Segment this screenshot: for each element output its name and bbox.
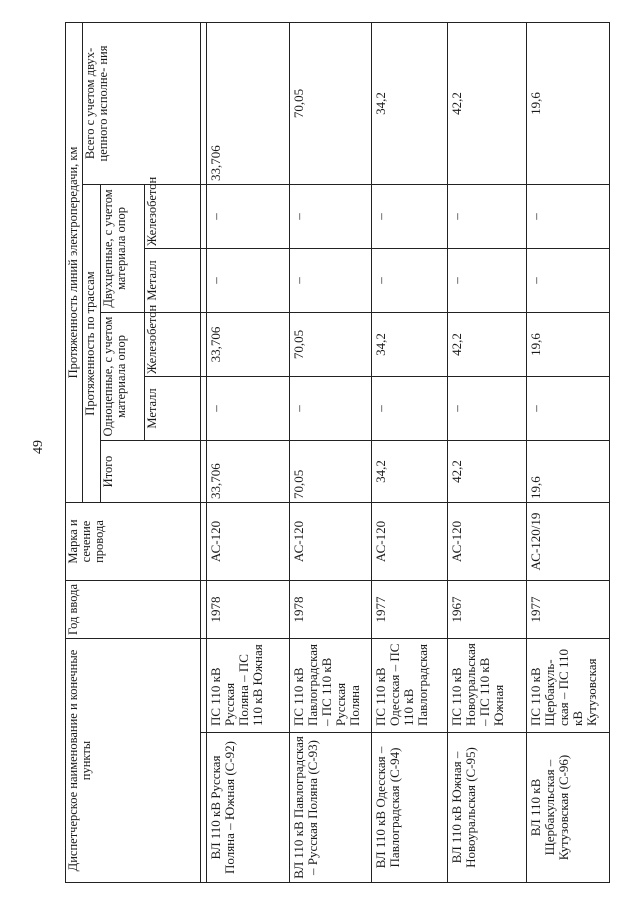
single-metal-cell: –	[206, 377, 289, 441]
double-concrete-cell: –	[371, 185, 447, 249]
header-row-1	[66, 22, 83, 882]
wire-cell: АС-120	[371, 503, 447, 581]
table-row	[526, 22, 609, 882]
double-metal-cell: –	[448, 249, 527, 313]
double-concrete-cell: –	[448, 185, 527, 249]
single-metal-cell: –	[289, 377, 371, 441]
table-row	[206, 22, 289, 882]
total-cell: 70,05	[289, 441, 371, 503]
line-endpoints: ПС 110 кВ Павлоградская – ПС 110 кВ Русская Поляна	[289, 639, 371, 733]
header-double-total: Всего с учетом двух- цепного исполне- ния	[83, 22, 201, 184]
table-row	[448, 22, 527, 882]
header-length: Протяженность линий электропередачи, км	[66, 22, 83, 502]
double-total-cell: 70,05	[289, 22, 371, 184]
power-lines-table	[65, 22, 610, 883]
total-cell: 19,6	[526, 441, 609, 503]
double-concrete-cell: –	[206, 185, 289, 249]
double-concrete-cell: –	[526, 185, 609, 249]
wire-cell: АС-120	[289, 503, 371, 581]
double-total-cell: 33,706	[206, 22, 289, 184]
line-endpoints: ПС 110 кВ Щербакуль- ская – ПС 110 кВ Кутузовская	[526, 639, 609, 733]
header-name: Диспетчерское наименование и конечные пункты	[66, 639, 201, 883]
line-endpoints: ПС 110 кВ Русская Поляна – ПС 110 кВ Южная	[206, 639, 289, 733]
single-concrete-cell: 42,2	[448, 313, 527, 377]
header-wire: Марка и сечение провода	[66, 503, 201, 581]
line-name: ВЛ 110 кВ Одесская – Павлоградская (С-94)	[371, 733, 447, 883]
total-cell: 42,2	[448, 441, 527, 503]
line-name: ВЛ 110 кВ Южная – Новоуральская (С-95)	[448, 733, 527, 883]
table-row	[371, 22, 447, 882]
single-metal-cell: –	[526, 377, 609, 441]
single-concrete-cell: 70,05	[289, 313, 371, 377]
header-total: Итого	[100, 441, 200, 503]
single-metal-cell: –	[371, 377, 447, 441]
double-total-cell: 42,2	[448, 22, 527, 184]
line-endpoints: ПС 110 кВ Одесская – ПС 110 кВ Павлоградская	[371, 639, 447, 733]
table-row	[289, 22, 371, 882]
year-cell: 1977	[526, 581, 609, 639]
double-concrete-cell: –	[289, 185, 371, 249]
total-cell: 34,2	[371, 441, 447, 503]
line-name: ВЛ 110 кВ Павлоградская – Русская Поляна (С-93)	[289, 733, 371, 883]
year-cell: 1978	[206, 581, 289, 639]
double-metal-cell: –	[371, 249, 447, 313]
single-concrete-cell: 19,6	[526, 313, 609, 377]
wire-cell: АС-120	[448, 503, 527, 581]
year-cell: 1978	[289, 581, 371, 639]
double-total-cell: 19,6	[526, 22, 609, 184]
header-single-metal: Металл	[144, 377, 201, 441]
total-cell: 33,706	[206, 441, 289, 503]
header-year: Год ввода	[66, 581, 201, 639]
double-metal-cell: –	[289, 249, 371, 313]
header-by-route: Протяженность по трассам	[83, 185, 100, 503]
year-cell: 1967	[448, 581, 527, 639]
single-concrete-cell: 34,2	[371, 313, 447, 377]
header-single-concrete: Железобетон	[144, 313, 201, 377]
single-metal-cell: –	[448, 377, 527, 441]
line-name: ВЛ 110 кВ Русская Поляна – Южная (С-92)	[206, 733, 289, 883]
year-cell: 1977	[371, 581, 447, 639]
wire-cell: АС-120/19	[526, 503, 609, 581]
single-concrete-cell: 33,706	[206, 313, 289, 377]
header-double-metal: Металл	[144, 249, 201, 313]
header-single: Одноцепные, с учетом материала опор	[100, 313, 144, 441]
double-total-cell: 34,2	[371, 22, 447, 184]
header-double: Двухцепные, с учетом материала опор	[100, 185, 144, 313]
double-metal-cell: –	[526, 249, 609, 313]
line-name: ВЛ 110 кВ Щербакульская – Кутузовская (С-96)	[526, 733, 609, 883]
double-metal-cell: –	[206, 249, 289, 313]
line-endpoints: ПС 110 кВ Новоуральская – ПС 110 кВ Южная	[448, 639, 527, 733]
page-number: 49	[31, 440, 46, 454]
wire-cell: АС-120	[206, 503, 289, 581]
rotated-table-container	[65, 23, 610, 883]
header-double-concrete: Железобетон	[144, 185, 201, 249]
